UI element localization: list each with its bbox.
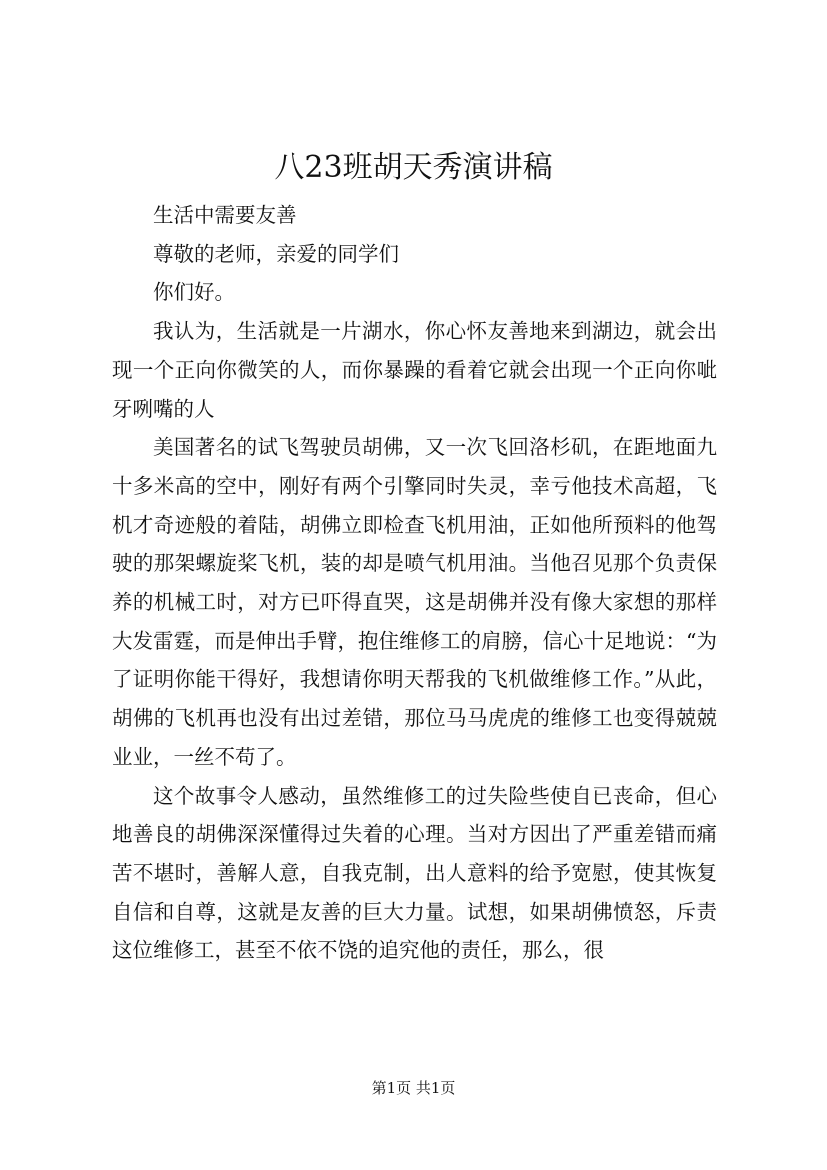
- paragraph-salutation: 尊敬的老师，亲爱的同学们: [153, 241, 399, 266]
- paragraph-story: 美国著名的试飞驾驶员胡佛，又一次飞回洛杉矶，在距地面九十多米高的空中，刚好有两个引擎同时失灵，幸亏他技术高超，飞机才奇迹般的着陆，胡佛立即检查飞机用油，正如他所预料的他驾驶的那架螺旋桨飞机，装的却是喷气机用油。当他召见那个负责保养的机械工时，对方已吓得直哭，这是胡佛并没有像大家想的那样大发雷霆，而是伸出手臂，抱住维修工的肩膀，信心十足地说：“为了证明你能干得好，我想请你明天帮我的飞机做维修工作。”从此，胡佛的飞机再也没有出过差错，那位马马虎虎的维修工也变得兢兢业业，一丝不苟了。: [112, 435, 717, 769]
- paragraph-intro: 我认为，生活就是一片湖水，你心怀友善地来到湖边，就会出现一个正向你微笑的人，而你暴躁的看着它就会出现一个正向你呲牙咧嘴的人: [112, 319, 717, 421]
- document-title: 八23班胡天秀演讲稿: [274, 150, 553, 185]
- paragraph-reflection: 这个故事令人感动，虽然维修工的过失险些使自已丧命，但心地善良的胡佛深深懂得过失着的心理。当对方因出了严重差错而痛苦不堪时，善解人意，自我克制，出人意料的给予宽慰，使其恢复自信和自尊，这就是友善的巨大力量。试想，如果胡佛愤怒，斥责这位维修工，甚至不依不饶的追究他的责任，那么，很: [112, 783, 717, 963]
- page-footer: 第1页 共1页: [371, 1079, 456, 1097]
- paragraph-subtitle: 生活中需要友善: [153, 203, 297, 227]
- document-body: [112, 196, 717, 970]
- paragraph-greeting: 你们好。: [153, 280, 235, 305]
